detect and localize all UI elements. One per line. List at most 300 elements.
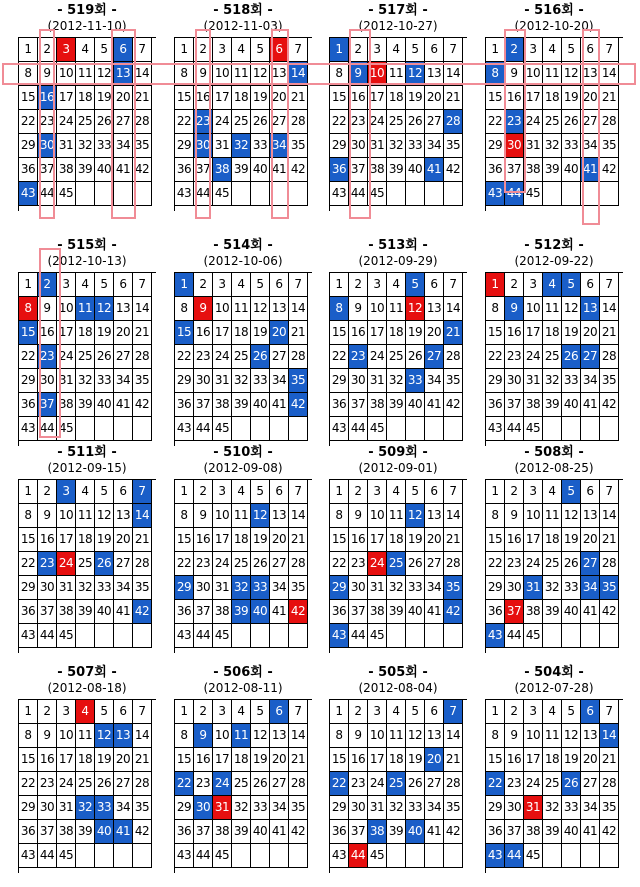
number-cell: 6 [581, 700, 600, 724]
draw-panel [485, 665, 623, 875]
empty-cell [232, 624, 251, 648]
number-cell: 25 [387, 110, 406, 134]
number-cell: 12 [562, 724, 581, 748]
number-cell: 43 [19, 624, 38, 648]
empty-cell [581, 844, 600, 868]
number-cell: 17 [57, 86, 76, 110]
number-cell: 20 [270, 86, 289, 110]
number-cell: 32 [76, 576, 95, 600]
number-cell: 17 [368, 528, 387, 552]
number-cell: 16 [349, 528, 368, 552]
number-cell: 42 [133, 820, 152, 844]
number-cell: 40 [95, 158, 114, 182]
number-cell: 36 [486, 393, 505, 417]
number-cell: 41 [581, 158, 600, 182]
number-cell: 13 [581, 297, 600, 321]
number-cell: 32 [543, 134, 562, 158]
number-cell: 25 [387, 772, 406, 796]
number-cell: 15 [175, 528, 194, 552]
number-cell: 37 [38, 393, 57, 417]
number-cell: 10 [213, 724, 232, 748]
number-cell: 28 [444, 345, 463, 369]
number-cell: 38 [368, 158, 387, 182]
number-cell: 1 [330, 38, 349, 62]
number-cell: 21 [600, 748, 619, 772]
number-cell: 33 [406, 134, 425, 158]
number-cell: 15 [175, 86, 194, 110]
number-cell: 16 [505, 528, 524, 552]
number-cell: 12 [95, 724, 114, 748]
number-cell: 22 [19, 772, 38, 796]
number-cell: 30 [38, 796, 57, 820]
number-cell: 42 [289, 158, 308, 182]
number-cell: 24 [57, 552, 76, 576]
number-cell: 40 [406, 600, 425, 624]
number-cell: 6 [114, 38, 133, 62]
number-cell: 12 [95, 504, 114, 528]
number-cell: 37 [505, 158, 524, 182]
number-cell: 27 [581, 552, 600, 576]
number-cell: 4 [76, 38, 95, 62]
number-cell: 18 [387, 748, 406, 772]
number-cell: 17 [368, 748, 387, 772]
number-cell: 36 [19, 393, 38, 417]
number-cell: 14 [289, 297, 308, 321]
number-cell: 18 [543, 86, 562, 110]
number-cell: 35 [289, 576, 308, 600]
number-cell: 45 [524, 844, 543, 868]
number-cell: 40 [251, 393, 270, 417]
number-cell: 35 [444, 369, 463, 393]
number-cell: 41 [114, 393, 133, 417]
number-cell: 7 [600, 700, 619, 724]
number-cell: 2 [38, 38, 57, 62]
number-cell: 8 [330, 62, 349, 86]
number-cell: 1 [486, 38, 505, 62]
number-cell: 7 [600, 273, 619, 297]
number-cell: 33 [251, 576, 270, 600]
number-cell: 14 [600, 504, 619, 528]
number-cell: 9 [38, 62, 57, 86]
number-cell: 21 [289, 321, 308, 345]
number-cell: 4 [232, 273, 251, 297]
number-cell: 22 [330, 552, 349, 576]
number-cell: 44 [38, 182, 57, 206]
empty-cell [581, 417, 600, 441]
number-cell: 1 [486, 700, 505, 724]
number-cell: 26 [251, 110, 270, 134]
number-cell: 27 [270, 552, 289, 576]
number-cell: 2 [349, 38, 368, 62]
number-cell: 31 [213, 369, 232, 393]
number-cell: 33 [562, 369, 581, 393]
draw-title: - 515회 - [57, 238, 117, 253]
empty-cell [562, 624, 581, 648]
number-cell: 30 [349, 576, 368, 600]
number-cell: 20 [270, 748, 289, 772]
draw-date: (2012-08-04) [358, 681, 438, 695]
number-cell: 34 [114, 134, 133, 158]
number-cell: 8 [486, 297, 505, 321]
draw-panel [329, 665, 467, 875]
number-cell: 14 [133, 297, 152, 321]
number-cell: 35 [133, 796, 152, 820]
number-cell: 21 [600, 321, 619, 345]
number-cell: 35 [600, 369, 619, 393]
empty-cell [562, 182, 581, 206]
number-cell: 35 [444, 796, 463, 820]
draw-panel [174, 445, 312, 655]
number-cell: 18 [232, 528, 251, 552]
number-cell: 7 [289, 38, 308, 62]
number-cell: 23 [349, 552, 368, 576]
number-cell: 35 [133, 134, 152, 158]
number-cell: 44 [505, 182, 524, 206]
draw-title: - 505회 - [368, 665, 428, 680]
number-cell: 13 [270, 62, 289, 86]
number-cell: 19 [562, 528, 581, 552]
number-cell: 39 [543, 820, 562, 844]
number-cell: 13 [114, 297, 133, 321]
number-cell: 24 [368, 552, 387, 576]
number-cell: 23 [349, 110, 368, 134]
number-cell: 27 [425, 772, 444, 796]
draw-title: - 506회 - [213, 665, 273, 680]
number-cell: 8 [19, 724, 38, 748]
number-cell: 31 [57, 576, 76, 600]
number-cell: 31 [368, 796, 387, 820]
number-cell: 13 [581, 724, 600, 748]
number-cell: 16 [349, 321, 368, 345]
number-cell: 20 [114, 321, 133, 345]
number-cell: 5 [95, 273, 114, 297]
number-cell: 2 [194, 700, 213, 724]
number-cell: 19 [95, 86, 114, 110]
number-cell: 41 [581, 393, 600, 417]
number-cell: 33 [95, 369, 114, 393]
number-cell: 22 [175, 345, 194, 369]
number-cell: 29 [486, 134, 505, 158]
number-cell: 3 [57, 480, 76, 504]
number-cell: 27 [270, 110, 289, 134]
number-cell: 4 [387, 700, 406, 724]
empty-cell [133, 417, 152, 441]
number-cell: 42 [133, 600, 152, 624]
empty-cell [270, 417, 289, 441]
number-cell: 16 [38, 748, 57, 772]
number-cell: 42 [444, 393, 463, 417]
number-cell: 6 [270, 273, 289, 297]
number-cell: 13 [270, 724, 289, 748]
number-cell: 28 [133, 552, 152, 576]
number-cell: 5 [406, 38, 425, 62]
number-cell: 13 [114, 62, 133, 86]
number-cell: 17 [368, 321, 387, 345]
draw-date: (2012-10-20) [514, 19, 594, 33]
number-cell: 30 [38, 576, 57, 600]
number-cell: 23 [349, 345, 368, 369]
number-cell: 3 [368, 273, 387, 297]
number-cell: 43 [19, 417, 38, 441]
number-cell: 32 [232, 576, 251, 600]
number-cell: 8 [486, 724, 505, 748]
number-cell: 32 [387, 369, 406, 393]
number-cell: 24 [213, 110, 232, 134]
number-cell: 16 [38, 321, 57, 345]
empty-cell [251, 182, 270, 206]
number-cell: 4 [232, 700, 251, 724]
number-grid [485, 272, 623, 446]
number-cell: 15 [330, 321, 349, 345]
empty-cell [543, 417, 562, 441]
number-cell: 1 [19, 273, 38, 297]
number-cell: 39 [543, 600, 562, 624]
empty-cell [600, 417, 619, 441]
number-cell: 23 [38, 772, 57, 796]
number-cell: 7 [133, 38, 152, 62]
number-cell: 34 [114, 796, 133, 820]
number-cell: 9 [349, 62, 368, 86]
number-cell: 36 [486, 158, 505, 182]
draw-date: (2012-09-15) [47, 461, 127, 475]
number-cell: 9 [38, 724, 57, 748]
number-cell: 26 [251, 552, 270, 576]
number-cell: 27 [581, 110, 600, 134]
number-cell: 39 [76, 820, 95, 844]
number-cell: 27 [581, 345, 600, 369]
number-cell: 20 [581, 86, 600, 110]
number-cell: 32 [543, 369, 562, 393]
number-cell: 6 [425, 38, 444, 62]
number-cell: 16 [194, 748, 213, 772]
number-cell: 44 [505, 844, 524, 868]
number-cell: 38 [213, 158, 232, 182]
number-cell: 18 [76, 748, 95, 772]
number-cell: 22 [486, 345, 505, 369]
number-cell: 45 [213, 182, 232, 206]
number-cell: 4 [232, 38, 251, 62]
number-cell: 41 [425, 820, 444, 844]
number-cell: 33 [95, 796, 114, 820]
number-cell: 2 [194, 480, 213, 504]
draw-date: (2012-08-11) [203, 681, 283, 695]
number-cell: 5 [251, 480, 270, 504]
number-cell: 31 [213, 576, 232, 600]
draw-panel [485, 445, 623, 655]
number-cell: 14 [444, 724, 463, 748]
empty-cell [270, 624, 289, 648]
number-cell: 16 [505, 748, 524, 772]
number-cell: 37 [505, 393, 524, 417]
number-cell: 40 [251, 158, 270, 182]
number-cell: 41 [425, 393, 444, 417]
number-cell: 37 [349, 820, 368, 844]
number-cell: 11 [76, 297, 95, 321]
number-cell: 30 [194, 369, 213, 393]
draw-panel [174, 3, 312, 213]
number-cell: 18 [387, 321, 406, 345]
number-cell: 39 [232, 820, 251, 844]
number-cell: 40 [562, 393, 581, 417]
number-cell: 41 [581, 820, 600, 844]
number-cell: 34 [114, 369, 133, 393]
number-cell: 39 [387, 600, 406, 624]
number-cell: 44 [349, 624, 368, 648]
number-cell: 43 [330, 844, 349, 868]
number-cell: 3 [368, 700, 387, 724]
number-cell: 23 [38, 552, 57, 576]
number-cell: 17 [57, 748, 76, 772]
empty-cell [406, 844, 425, 868]
draw-panel [174, 238, 312, 448]
number-cell: 38 [57, 393, 76, 417]
number-cell: 15 [175, 748, 194, 772]
number-cell: 44 [194, 182, 213, 206]
number-cell: 25 [76, 110, 95, 134]
number-cell: 30 [38, 134, 57, 158]
number-cell: 34 [581, 796, 600, 820]
draw-title: - 513회 - [368, 238, 428, 253]
number-cell: 4 [543, 480, 562, 504]
number-cell: 23 [505, 345, 524, 369]
number-cell: 13 [270, 297, 289, 321]
number-cell: 13 [581, 62, 600, 86]
number-cell: 28 [444, 772, 463, 796]
number-cell: 37 [194, 393, 213, 417]
number-cell: 12 [406, 724, 425, 748]
number-cell: 20 [425, 528, 444, 552]
number-cell: 3 [524, 273, 543, 297]
number-cell: 20 [425, 86, 444, 110]
number-cell: 20 [270, 528, 289, 552]
number-cell: 31 [57, 369, 76, 393]
number-cell: 8 [330, 297, 349, 321]
number-cell: 10 [213, 297, 232, 321]
number-cell: 21 [289, 748, 308, 772]
number-cell: 38 [213, 820, 232, 844]
number-cell: 34 [581, 576, 600, 600]
number-cell: 1 [175, 38, 194, 62]
number-cell: 3 [213, 480, 232, 504]
number-cell: 33 [406, 369, 425, 393]
number-cell: 28 [444, 110, 463, 134]
number-cell: 7 [289, 480, 308, 504]
number-cell: 36 [175, 600, 194, 624]
number-cell: 8 [19, 62, 38, 86]
number-cell: 16 [349, 748, 368, 772]
empty-cell [95, 624, 114, 648]
number-cell: 44 [194, 417, 213, 441]
number-cell: 42 [600, 600, 619, 624]
empty-cell [114, 844, 133, 868]
empty-cell [114, 624, 133, 648]
empty-cell [133, 844, 152, 868]
number-cell: 10 [368, 62, 387, 86]
number-cell: 3 [524, 38, 543, 62]
number-cell: 13 [114, 724, 133, 748]
number-cell: 27 [425, 345, 444, 369]
number-cell: 15 [330, 528, 349, 552]
number-cell: 26 [562, 552, 581, 576]
number-cell: 3 [57, 38, 76, 62]
number-cell: 4 [387, 480, 406, 504]
number-cell: 28 [600, 772, 619, 796]
number-cell: 9 [194, 297, 213, 321]
empty-cell [251, 844, 270, 868]
number-cell: 24 [524, 552, 543, 576]
number-cell: 1 [19, 38, 38, 62]
number-cell: 31 [524, 796, 543, 820]
number-cell: 34 [270, 576, 289, 600]
number-cell: 24 [368, 110, 387, 134]
number-cell: 45 [368, 844, 387, 868]
number-cell: 33 [95, 134, 114, 158]
draw-date: (2012-11-10) [47, 19, 127, 33]
number-cell: 44 [349, 417, 368, 441]
number-cell: 42 [133, 393, 152, 417]
number-cell: 27 [270, 772, 289, 796]
number-cell: 15 [175, 321, 194, 345]
number-cell: 37 [349, 158, 368, 182]
number-cell: 30 [505, 369, 524, 393]
number-cell: 10 [213, 504, 232, 528]
number-grid [18, 479, 156, 653]
number-cell: 9 [505, 504, 524, 528]
draw-title: - 512회 - [524, 238, 584, 253]
number-cell: 8 [486, 504, 505, 528]
number-cell: 37 [194, 158, 213, 182]
number-cell: 41 [114, 820, 133, 844]
number-cell: 16 [505, 321, 524, 345]
number-cell: 32 [387, 134, 406, 158]
number-cell: 6 [270, 38, 289, 62]
number-cell: 33 [562, 134, 581, 158]
number-cell: 43 [486, 182, 505, 206]
number-cell: 27 [114, 345, 133, 369]
number-cell: 42 [444, 600, 463, 624]
number-cell: 10 [368, 504, 387, 528]
number-cell: 34 [581, 134, 600, 158]
number-cell: 32 [387, 796, 406, 820]
number-cell: 29 [486, 796, 505, 820]
number-cell: 2 [505, 273, 524, 297]
number-cell: 29 [330, 796, 349, 820]
number-cell: 26 [95, 110, 114, 134]
number-cell: 7 [133, 700, 152, 724]
number-cell: 33 [406, 576, 425, 600]
draw-title: - 504회 - [524, 665, 584, 680]
number-cell: 44 [38, 417, 57, 441]
empty-cell [387, 844, 406, 868]
number-cell: 7 [600, 38, 619, 62]
number-cell: 39 [232, 158, 251, 182]
number-cell: 45 [57, 182, 76, 206]
number-cell: 21 [133, 321, 152, 345]
number-cell: 41 [425, 600, 444, 624]
number-cell: 14 [600, 724, 619, 748]
number-cell: 34 [425, 796, 444, 820]
number-cell: 26 [562, 345, 581, 369]
number-cell: 29 [486, 576, 505, 600]
number-cell: 41 [270, 158, 289, 182]
number-cell: 17 [213, 86, 232, 110]
number-cell: 22 [330, 110, 349, 134]
number-cell: 22 [19, 552, 38, 576]
number-cell: 42 [600, 820, 619, 844]
number-cell: 17 [57, 321, 76, 345]
number-cell: 42 [444, 158, 463, 182]
number-cell: 34 [425, 369, 444, 393]
